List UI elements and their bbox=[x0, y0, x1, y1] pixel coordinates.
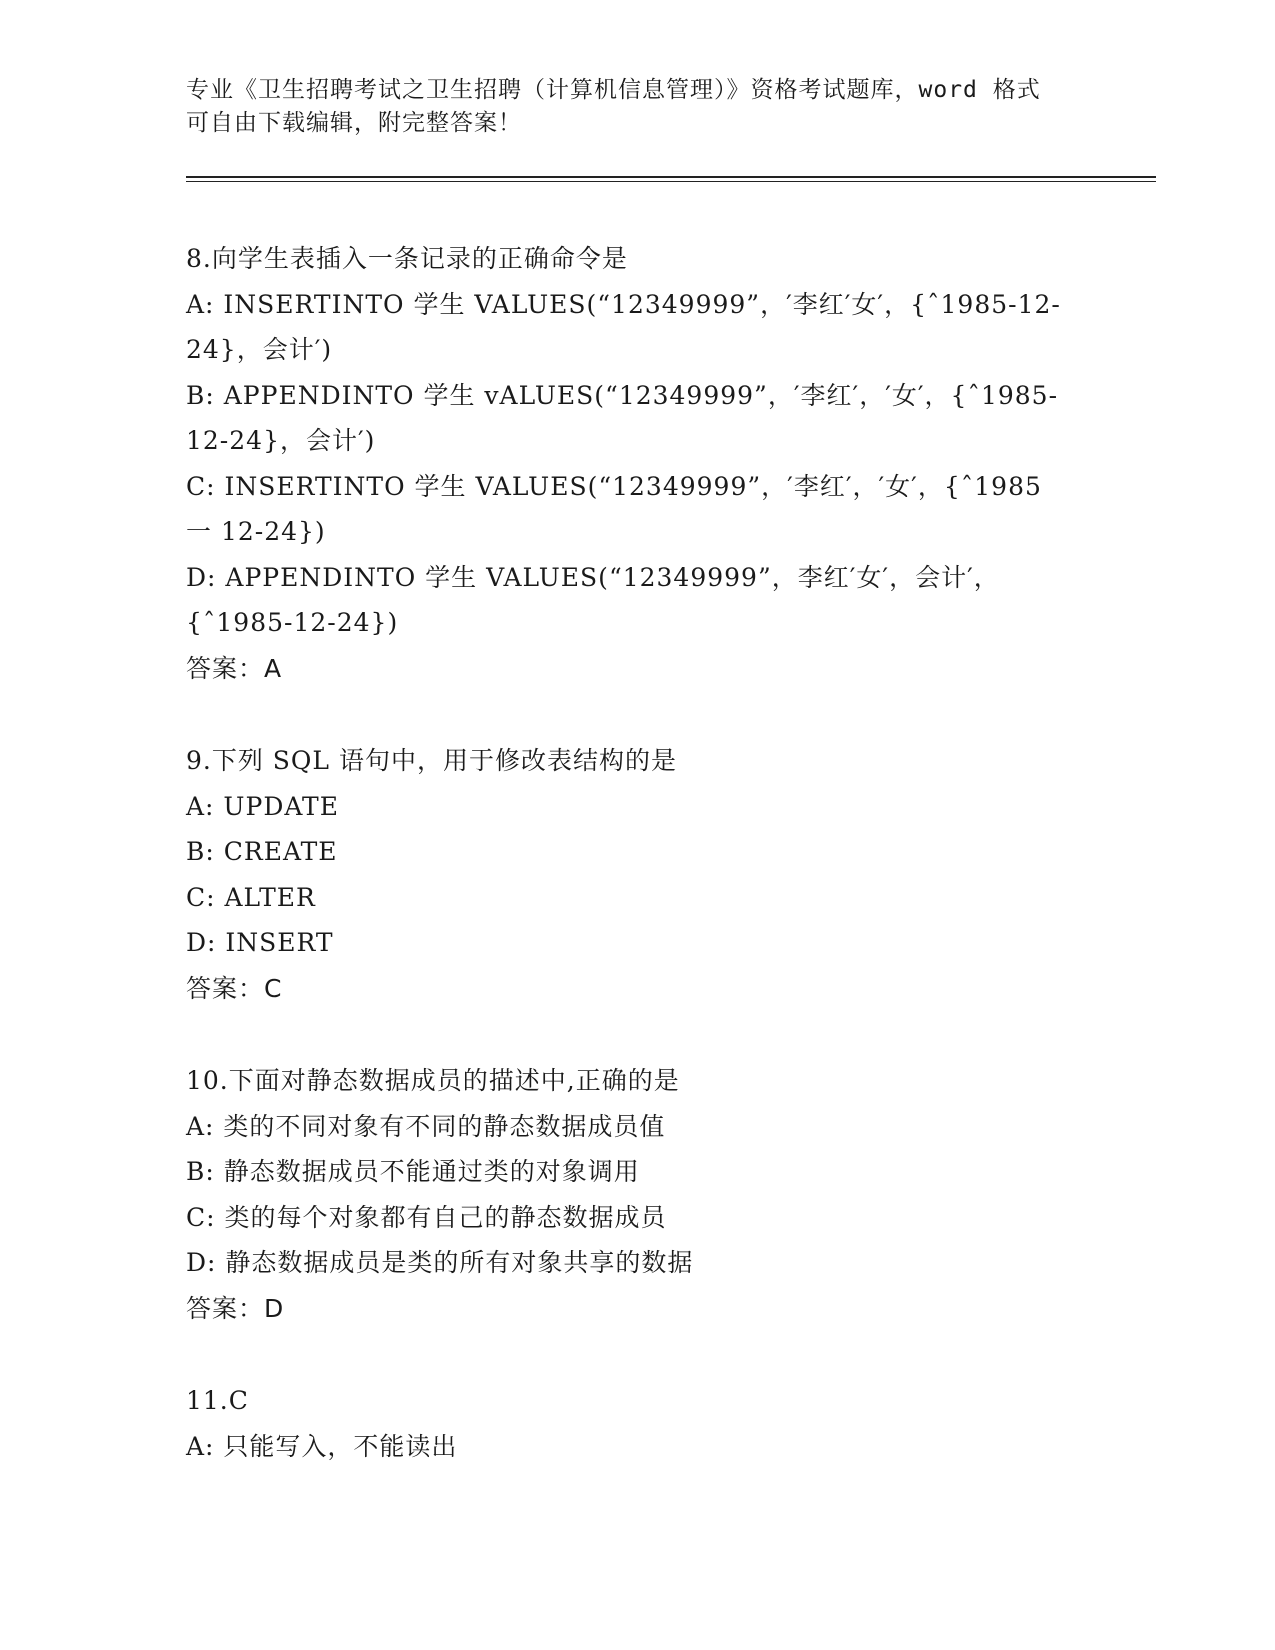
question-list bbox=[186, 236, 1066, 1516]
option-a: A: 类的不同对象有不同的静态数据成员值 bbox=[186, 1111, 666, 1141]
option-a: A: INSERTINTO 学生 VALUES(“12349999”，′李红′女′，{ˆ1985-12-24}，会计′) bbox=[186, 289, 1061, 364]
header-divider-thick bbox=[186, 176, 1156, 178]
question-stem: 9.下列 SQL 语句中，用于修改表结构的是 bbox=[186, 746, 677, 775]
option-c: C: 类的每个对象都有自己的静态数据成员 bbox=[186, 1202, 667, 1232]
answer: 答案：A bbox=[186, 653, 283, 683]
option-c: C: ALTER bbox=[186, 882, 316, 912]
header-divider-thin bbox=[186, 181, 1156, 182]
option-b: B: 静态数据成员不能通过类的对象调用 bbox=[186, 1157, 640, 1186]
answer: 答案：C bbox=[186, 973, 283, 1003]
document-header bbox=[186, 74, 1066, 140]
option-a: A: UPDATE bbox=[186, 791, 339, 821]
header-line-1: 专业《卫生招聘考试之卫生招聘（计算机信息管理）》资格考试题库，word 格式 bbox=[186, 77, 1041, 103]
question-8 bbox=[186, 236, 1066, 691]
option-b: B: APPENDINTO 学生 vALUES(“12349999”，′李红′，′女′，{ˆ1985-12-24}，会计′) bbox=[186, 380, 1059, 455]
question-10 bbox=[186, 1058, 1066, 1331]
option-c: C: INSERTINTO 学生 VALUES(“12349999”，′李红′，′女′，{ˆ1985 一 12-24}) bbox=[186, 471, 1042, 546]
option-d: D: APPENDINTO 学生 VALUES(“12349999”，李红′女′，会计′，{ˆ1985-12-24}) bbox=[186, 562, 1000, 637]
option-d: D: INSERT bbox=[186, 928, 334, 957]
option-a: A: 只能写入，不能读出 bbox=[186, 1431, 458, 1461]
option-b: B: CREATE bbox=[186, 837, 338, 866]
question-9 bbox=[186, 738, 1066, 1011]
option-d: D: 静态数据成员是类的所有对象共享的数据 bbox=[186, 1248, 694, 1277]
question-stem: 8.向学生表插入一条记录的正确命令是 bbox=[186, 244, 628, 273]
answer: 答案：D bbox=[186, 1293, 285, 1323]
header-line-2: 可自由下载编辑，附完整答案！ bbox=[186, 110, 522, 136]
question-11 bbox=[186, 1378, 1066, 1469]
question-stem: 10.下面对静态数据成员的描述中,正确的是 bbox=[186, 1066, 680, 1095]
question-stem: 11.C bbox=[186, 1386, 249, 1415]
